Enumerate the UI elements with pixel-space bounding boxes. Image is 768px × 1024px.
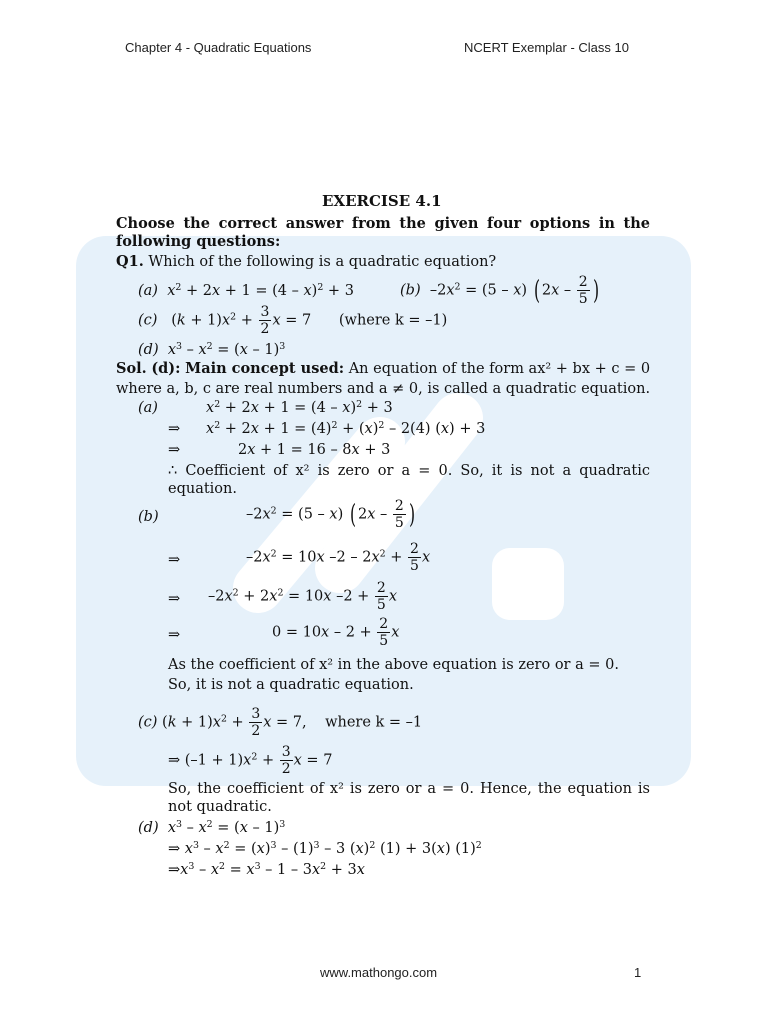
option-c: (c) $(k + 1)x^2$ + $\frac{3}{2}$ x = 7 (where k = –1): [138, 304, 448, 337]
sol-label: Sol.: [116, 360, 147, 377]
sol-d-line-3: $\Rightarrow x^3 - x^2 = x^3 - 1 - 3x^2 + 3x$: [168, 860, 365, 878]
option-b-label: (b): [400, 282, 421, 299]
implies-symbol: ⇒: [168, 862, 181, 878]
question-1: [116, 253, 496, 271]
question-number: Q1.: [116, 253, 144, 270]
sol-d-label: (d): [138, 820, 159, 836]
sol-b-conclusion-2: So, it is not a quadratic equation.: [168, 677, 414, 693]
implies-symbol: ⇒: [168, 841, 181, 857]
footer-url: www.mathongo.com: [320, 965, 438, 980]
implies-symbol: ⇒: [168, 627, 181, 643]
sol-b-label: (b): [138, 509, 159, 525]
option-d-label: (d): [138, 342, 159, 358]
sol-a-conclusion: [168, 462, 650, 498]
implies-symbol: ⇒: [168, 421, 181, 437]
instruction-line-1: Choose the correct answer from the given four options in the: [116, 215, 650, 232]
concept-text-2: where a, b, c are real numbers and a ≠ 0, is called a quadratic equation.: [116, 381, 651, 397]
header-book: NCERT Exemplar - Class 10: [464, 40, 629, 55]
sol-c-line-1: (c) $(k + 1)x^2$ + $\frac{3}{2}$ x = 7, where k = –1: [138, 706, 423, 739]
option-c-label: (c): [138, 312, 158, 329]
option-a-label: (a): [138, 283, 158, 299]
sol-b-line-1: (b) $-2x^2 = (5 - x)$ ( 2x – $\frac{2}{5}$ ): [138, 498, 415, 531]
sol-c-conclusion-2: not quadratic.: [168, 799, 272, 815]
option-c-where: (where k = –1): [338, 312, 448, 329]
sol-d-line-1: (d) $x^3 - x^2 = (x - 1)^3$: [138, 818, 286, 836]
instruction-line-2: following questions:: [116, 233, 281, 250]
option-b: (b) $-2x^2 = (5 - x)$ ( 2x – $\frac{2}{5}$ ): [400, 274, 599, 307]
concept-label: Main concept used:: [185, 360, 345, 377]
sol-a-line-1: (a) $x^2 + 2x + 1 = (4 - x)^2 + 3$: [138, 398, 393, 416]
sol-a-line-3: ⇒ 2x + 1 = 16 – 8x + 3: [168, 442, 391, 458]
sol-b-line-4: ⇒ 0 = 10x – 2 + $\frac{2}{5}$ x: [168, 616, 400, 649]
header-chapter: Chapter 4 - Quadratic Equations: [125, 40, 312, 55]
option-a: (a) $x^2 + 2x + 1 = (4 - x)^2 + 3$: [138, 281, 354, 299]
sol-a-line-2: ⇒ $x^2 + 2x + 1 = (4)^2 + (x)^2 - 2(4) (x) + 3$: [168, 419, 486, 437]
sol-c-line-2: ⇒ $(-1 + 1)x^2$ + $\frac{3}{2}$ x = 7: [168, 744, 333, 777]
exercise-title: EXERCISE 4.1: [322, 192, 442, 210]
sol-c-conclusion: [168, 780, 650, 816]
sol-c-label: (c): [138, 714, 158, 731]
sol-c-where: where k = –1: [325, 714, 423, 731]
sol-a-conclusion-2: equation.: [168, 481, 237, 497]
solution-concept: [116, 360, 650, 378]
footer-page-number: 1: [634, 965, 642, 980]
sol-a-conclusion-1: ∴ Coefficient of x² is zero or a = 0. So, it is not a quadratic: [168, 463, 650, 479]
sol-b-line-3: ⇒ $-2x^2 + 2x^2 = 10x$ –2 + $\frac{2}{5}$ x: [168, 580, 398, 613]
sol-c-conclusion-1: So, the coefficient of x² is zero or a = 0. Hence, the equation is: [168, 781, 650, 797]
sol-a-label: (a): [138, 400, 158, 416]
question-text: Which of the following is a quadratic equation?: [148, 254, 497, 270]
sol-b-line-2: ⇒ $-2x^2 = 10x$ $-2 - 2x^2$ + $\frac{2}{5}$ x: [168, 541, 431, 574]
implies-symbol: ⇒: [168, 591, 181, 607]
implies-symbol: ⇒: [168, 752, 181, 769]
implies-symbol: ⇒: [168, 442, 181, 458]
implies-symbol: ⇒: [168, 552, 181, 568]
concept-text: An equation of the form ax² + bx + c = 0: [348, 361, 651, 377]
sol-b-conclusion-1: As the coefficient of x² in the above equation is zero or a = 0.: [168, 657, 619, 673]
option-d: (d) $x^3 - x^2 = (x - 1)^3$: [138, 340, 286, 358]
instructions: [116, 215, 650, 251]
sol-answer: (d):: [151, 360, 181, 377]
sol-d-line-2: ⇒ $x^3 - x^2 = (x)^3 - (1)^3 - 3$ $(x)^2$ (1) + 3(x) $(1)^2$: [168, 839, 482, 857]
